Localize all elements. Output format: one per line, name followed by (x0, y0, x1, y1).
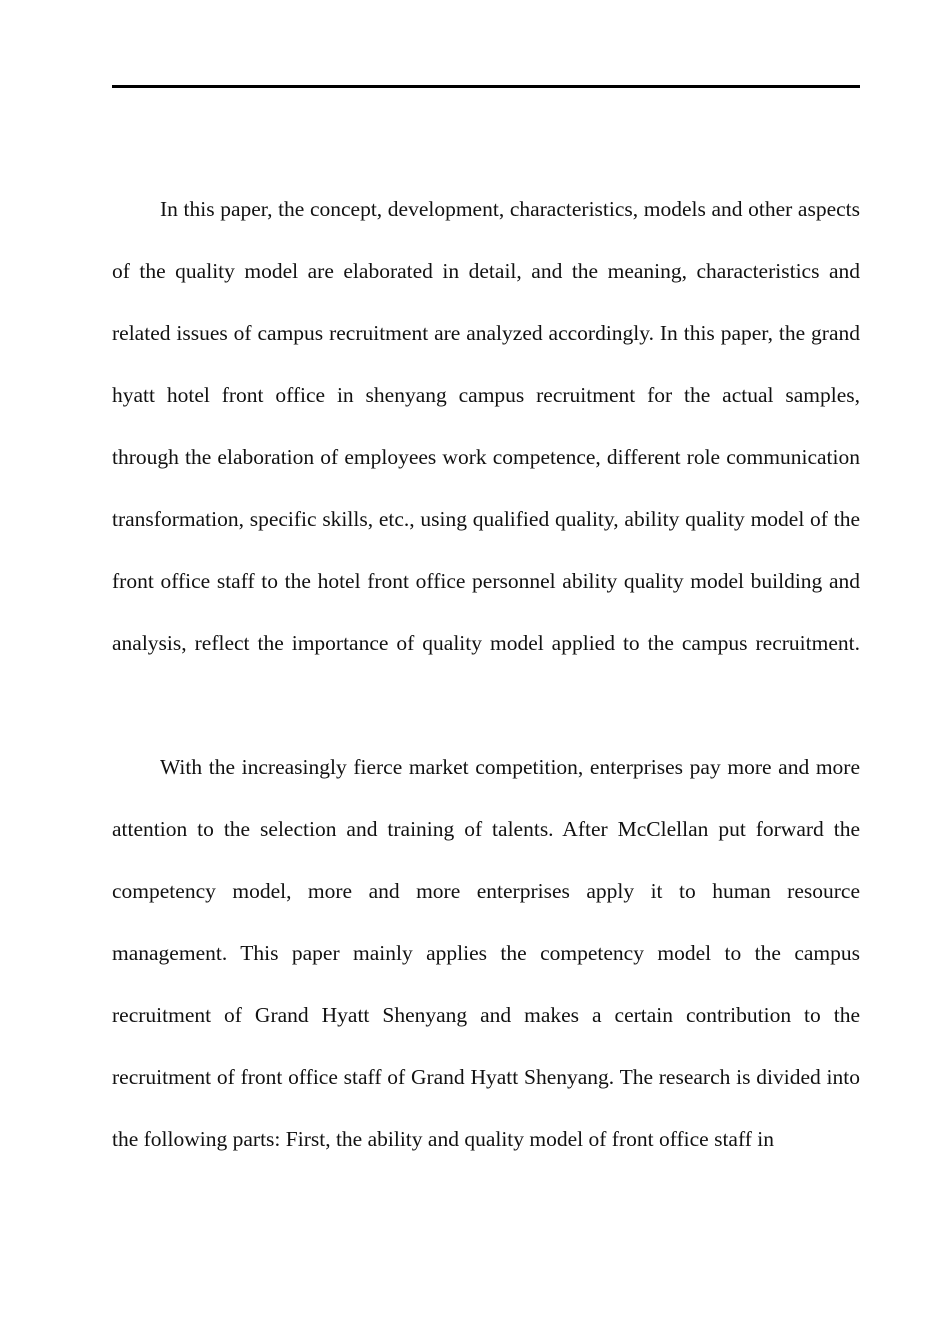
paragraph-background-research: With the increasingly fierce market competition, enterprises pay more and more attention to the selection and training of talents. After McClellan put forward the competency model, more and more enterprises apply it to human resource management. This paper mainly applies the competency model to the campus recruitment of Grand Hyatt Shenyang and makes a certain contribution to the recruitment of front office staff of Grand Hyatt Shenyang. The research is divided into the following parts: First, the ability and quality model of front office staff in (112, 755, 860, 1151)
body-text-column (112, 178, 860, 1170)
header-divider-rule (112, 85, 860, 88)
page-header (112, 0, 860, 86)
paragraph-abstract-summary: In this paper, the concept, development, characteristics, models and other aspects of the quality model are elaborated in detail, and the meaning, characteristics and related issues of campus recruitment are analyzed accordingly. In this paper, the grand hyatt hotel front office in shenyang campus recruitment for the actual samples, through the elaboration of employees work competence, different role communication transformation, specific skills, etc., using qualified quality, ability quality model of the front office staff to the hotel front office personnel ability quality model building and analysis, reflect the importance of quality model applied to the campus recruitment. (112, 197, 860, 655)
